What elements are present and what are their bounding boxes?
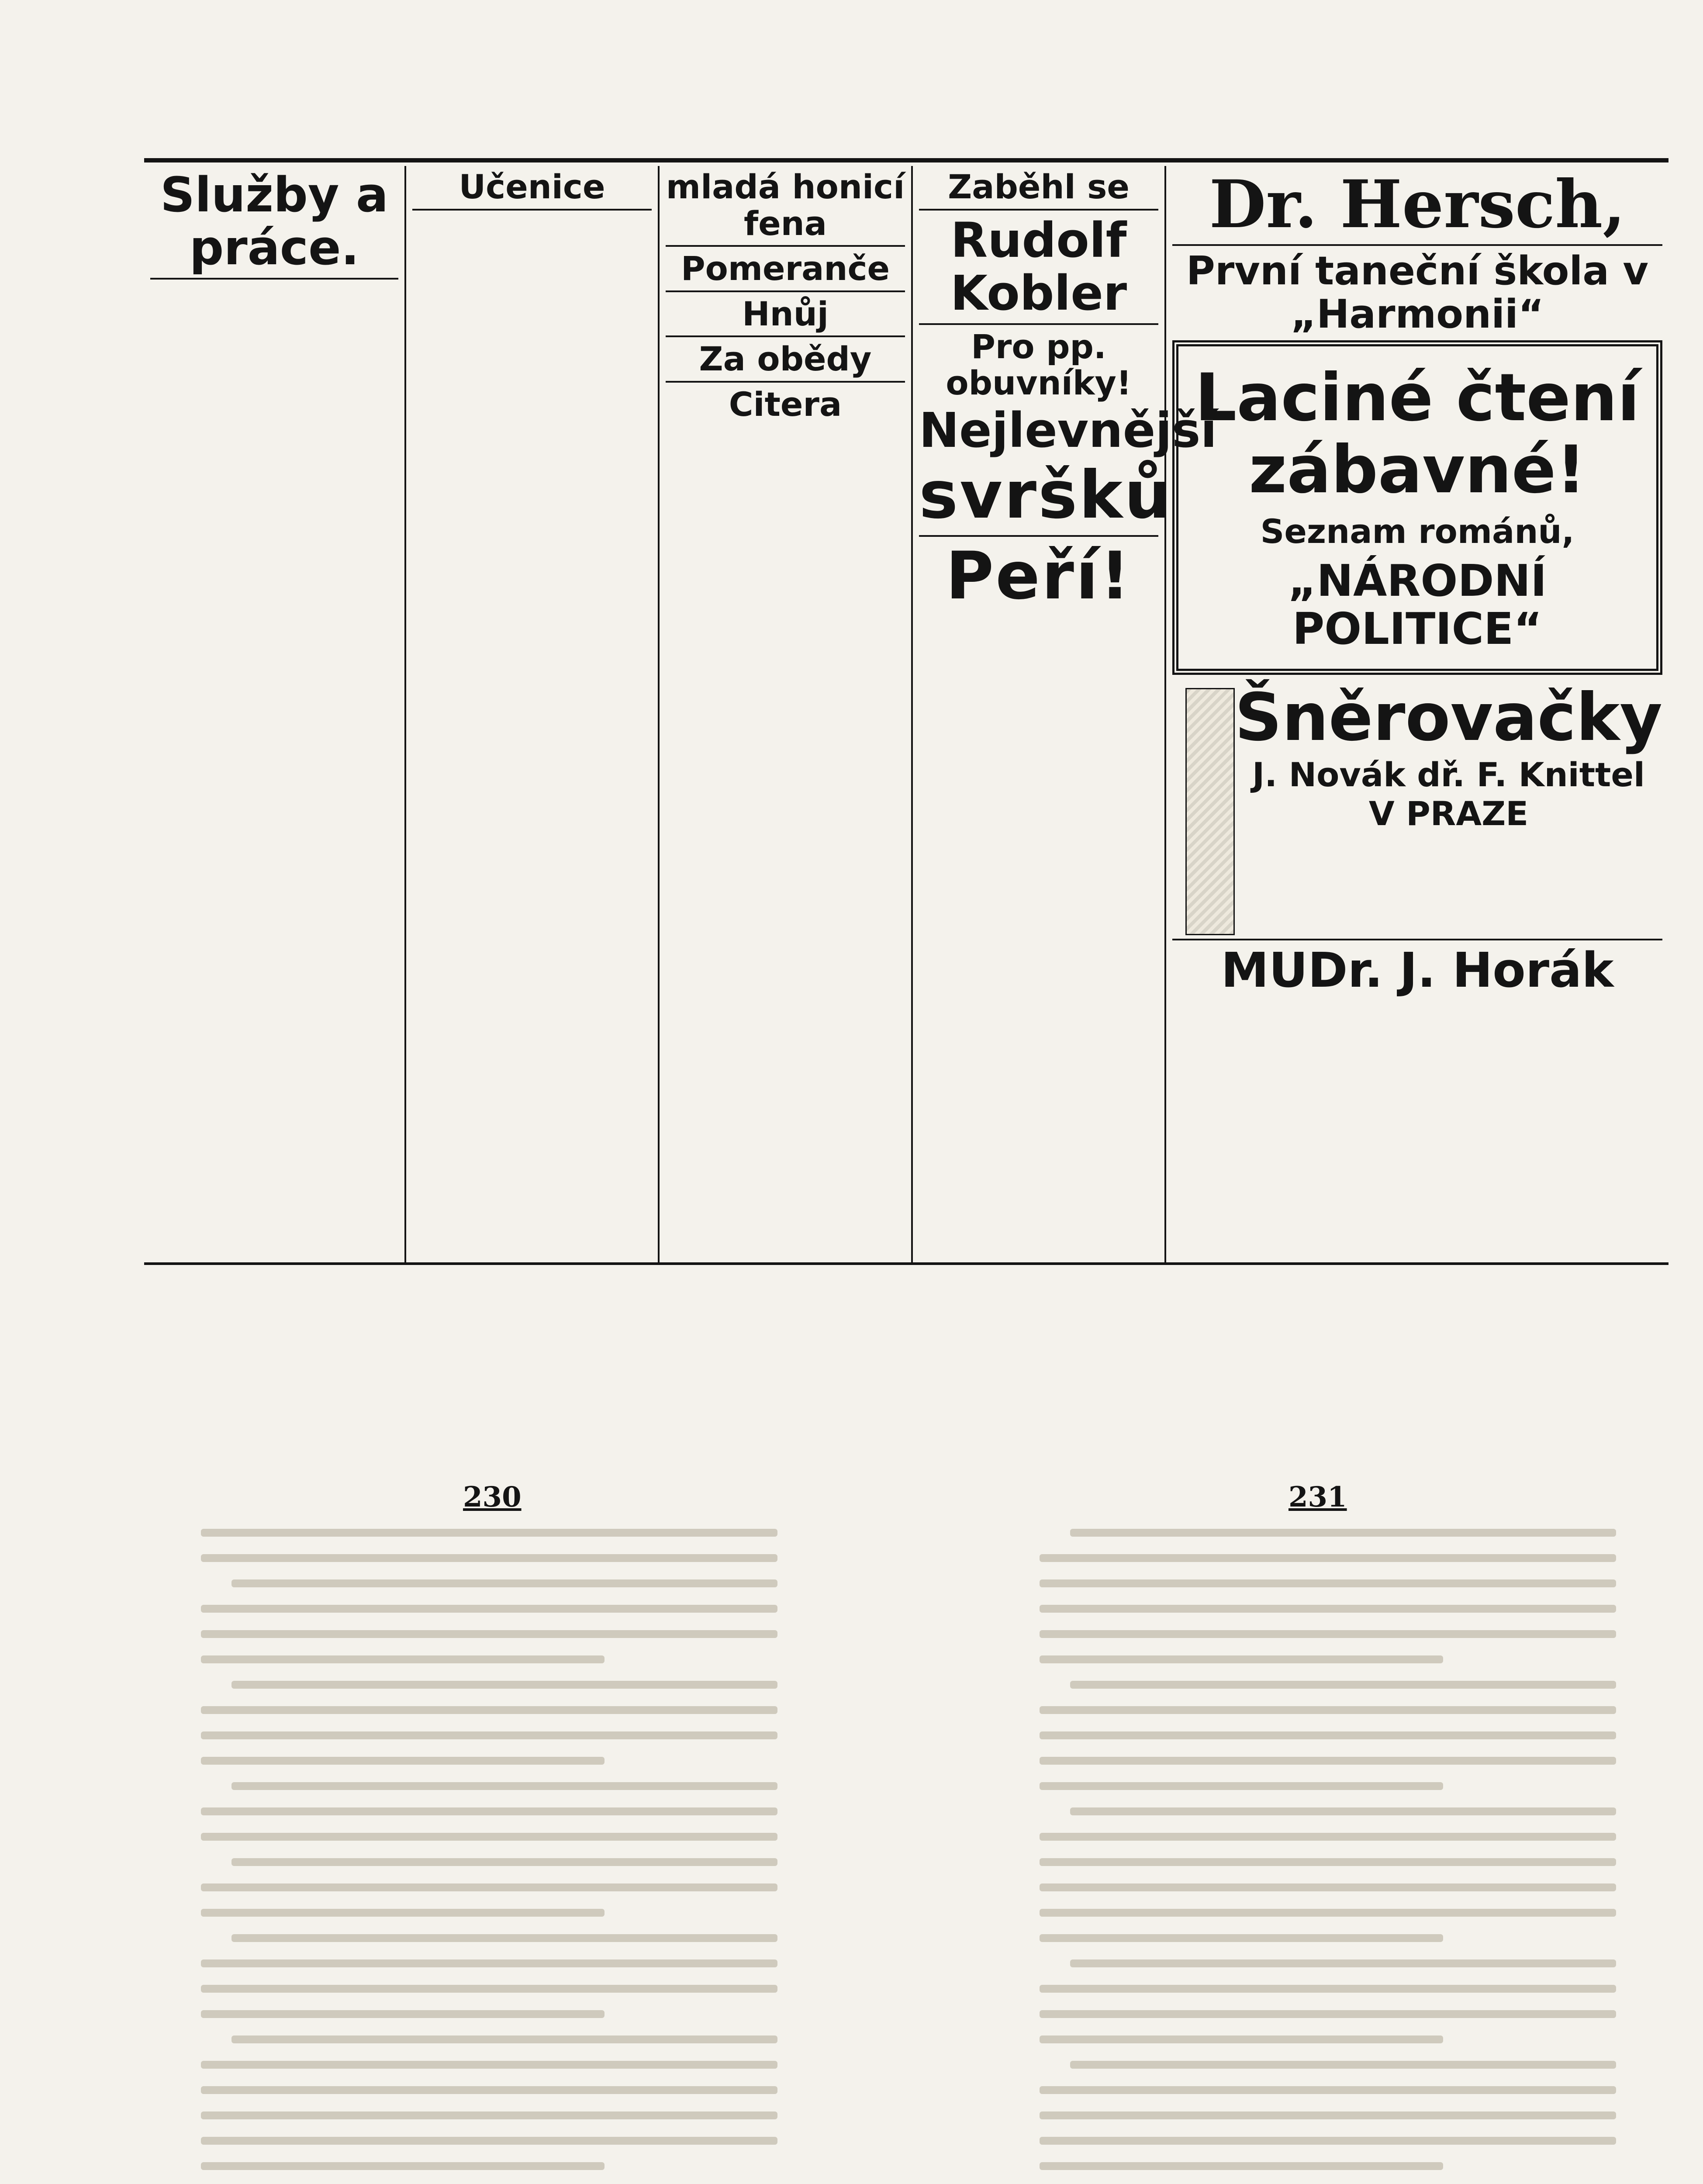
text-line [201, 1833, 777, 1841]
section-title: Služby a práce. [160, 167, 389, 276]
text-line [231, 1858, 777, 1866]
text-line [201, 1959, 777, 1967]
text-line [1040, 1782, 1443, 1790]
text-line [201, 1909, 605, 1917]
ad-doctor-name: Dr. Hersch, [1209, 166, 1626, 243]
text-line [1040, 1630, 1616, 1638]
text-line [201, 2010, 605, 2018]
corset-ad-text [1235, 679, 1662, 935]
corset-ad [1172, 679, 1662, 935]
text-line [1040, 1934, 1443, 1942]
divider [412, 209, 652, 211]
text-line [1040, 1757, 1616, 1765]
footer-rule [144, 1262, 1668, 1265]
ad-heading-citera: Citera [729, 384, 842, 424]
text-line [1040, 2162, 1443, 2170]
divider [919, 535, 1158, 537]
divider [1172, 939, 1662, 940]
text-line [1040, 2086, 1616, 2094]
text-line [1040, 1858, 1616, 1866]
ads-column-5 [1166, 166, 1668, 1262]
ad-heading-za-obedy: Za obědy [699, 339, 872, 379]
text-line [201, 1655, 605, 1663]
text-line [201, 1757, 605, 1765]
text-line [1070, 1681, 1616, 1689]
text-line [1040, 1579, 1616, 1587]
divider [666, 381, 905, 383]
text-line [201, 1630, 777, 1638]
ad-dance-school: První taneční škola v „Harmonii“ [1186, 248, 1649, 337]
text-line [231, 1681, 777, 1689]
text-line [1040, 1985, 1616, 1993]
text-line [201, 1529, 777, 1537]
story-text-left [201, 1529, 777, 2184]
text-line [1040, 1605, 1616, 1613]
divider [150, 278, 398, 280]
text-line [201, 2111, 777, 2119]
ads-column-4 [913, 166, 1217, 1262]
divider [919, 209, 1158, 211]
classified-ads-section [144, 166, 1668, 1262]
text-line [1070, 1959, 1616, 1967]
ad-heading-dog: mladá honicí fena [666, 167, 905, 243]
text-line [201, 1554, 777, 1562]
text-line [201, 2086, 777, 2094]
text-line [231, 1579, 777, 1587]
divider [666, 335, 905, 337]
page-number-left: 230 [463, 1481, 522, 1514]
ad-heading-hnuj: Hnůj [742, 294, 829, 333]
text-line [201, 1731, 777, 1739]
divider [666, 290, 905, 292]
page-number-right: 231 [1288, 1481, 1347, 1514]
ad-heading-peri: Peří! [946, 538, 1132, 614]
novak-city: V PRAZE [1368, 794, 1529, 833]
text-line [1070, 2061, 1616, 2069]
ad-heading-obuvniky: Pro pp. obuvníky! [946, 327, 1132, 403]
horak-name: MUDr. J. Horák [1221, 942, 1614, 998]
text-line [231, 2035, 777, 2043]
text-line [201, 1706, 777, 1714]
corset-illustration [1185, 688, 1235, 935]
novak-name: J. Novák dř. F. Knittel [1252, 755, 1645, 794]
text-line [201, 1807, 777, 1815]
ad-heading-ucenice: Učenice [459, 167, 605, 206]
text-line [1040, 2035, 1443, 2043]
text-line [1040, 1833, 1616, 1841]
text-line [1070, 1529, 1616, 1537]
text-line [1040, 1909, 1616, 1917]
text-line [1070, 1807, 1616, 1815]
ad-heading-svrsku: svršků [919, 457, 1173, 533]
text-line [1040, 2010, 1616, 2018]
text-line [1040, 1706, 1616, 1714]
ad-heading-zabehl: Zaběhl se [948, 167, 1130, 206]
text-line [1040, 2111, 1616, 2119]
box-paper-name: „NÁRODNÍ POLITICE“ [1288, 555, 1547, 654]
text-line [231, 1782, 777, 1790]
text-line [1040, 1883, 1616, 1891]
text-line [201, 1985, 777, 1993]
text-line [201, 1605, 777, 1613]
ads-column-3 [660, 166, 913, 1262]
top-rule [144, 158, 1668, 162]
text-line [201, 2137, 777, 2145]
box-subtitle: Seznam románů, [1260, 512, 1575, 551]
ads-column-2 [406, 166, 660, 1262]
divider [919, 323, 1158, 325]
ad-heading-nejlevnejsi: Nejlevnější [919, 402, 1217, 458]
text-line [1040, 1655, 1443, 1663]
novel-list-box [1172, 340, 1662, 675]
text-line [1040, 1731, 1616, 1739]
divider [1172, 244, 1662, 246]
story-text-right [1040, 1529, 1616, 2184]
text-line [1040, 1554, 1616, 1562]
text-line [201, 1883, 777, 1891]
box-title: Laciné čtení zábavné! [1195, 360, 1640, 508]
ad-heading-kobler: Rudolf Kobler [950, 212, 1127, 321]
ads-column-1 [144, 166, 406, 1262]
divider [666, 245, 905, 247]
text-line [201, 2061, 777, 2069]
corset-title: Šněrovačky [1234, 679, 1662, 756]
text-line [231, 1934, 777, 1942]
text-line [201, 2162, 605, 2170]
ad-heading-pomerance: Pomeranče [681, 249, 890, 288]
text-line [1040, 2137, 1616, 2145]
